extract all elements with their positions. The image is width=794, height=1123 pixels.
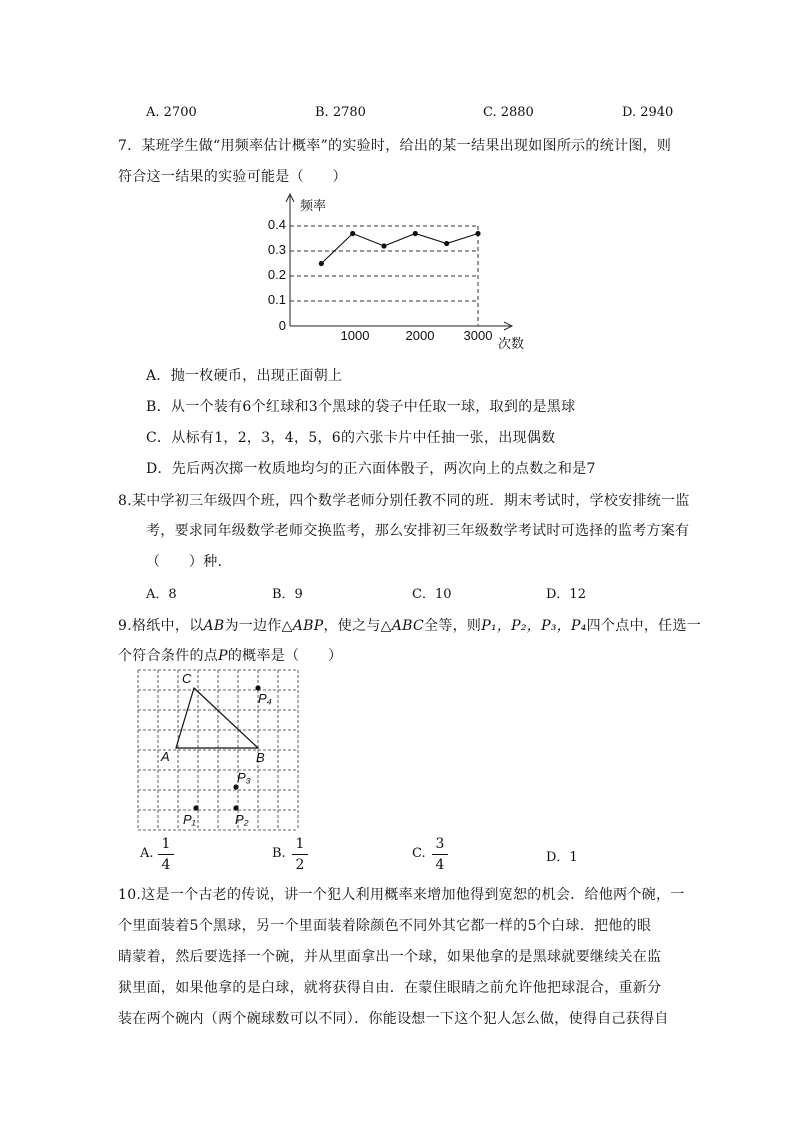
q6-option-a: A. 2700 <box>146 105 197 120</box>
point-p4 <box>255 685 260 690</box>
q9-option-c-label: C. <box>412 846 426 861</box>
q10-stem-line2: 个里面装着5个黑球，另一个里面装着除颜色不同外其它都一样的5个白球．把他的眼 <box>118 918 652 934</box>
y-tick-label: 0.4 <box>267 217 286 232</box>
q7-option-b: B．从一个装有6个红球和3个黑球的袋子中任取一球，取到的是黑球 <box>146 399 576 415</box>
series-line <box>321 234 478 264</box>
x-axis-label: 次数 <box>498 336 525 351</box>
q8-stem-line1: 8.某中学初三年级四个班，四个数学老师分别任教不同的班．期末考试时，学校安排统一监 <box>118 493 690 509</box>
q9-option-a-label: A. <box>140 846 154 861</box>
data-point <box>444 241 449 246</box>
point-p1 <box>193 805 198 810</box>
label-b: B <box>256 750 265 765</box>
x-tick-label: 3000 <box>463 328 493 343</box>
q7-option-c: C．从标有1，2，3，4，5，6的六张卡片中任抽一张，出现偶数 <box>146 430 556 446</box>
y-axis-label: 频率 <box>300 198 327 213</box>
q6-option-b: B. 2780 <box>315 105 366 120</box>
y-tick-label: 0.1 <box>267 292 286 307</box>
data-point <box>381 243 386 248</box>
q8-stem-line2: 考，要求同年级数学老师交换监考，那么安排初三年级数学考试时可选择的监考方案有 <box>146 523 690 539</box>
q7-stem-line2: 符合这一结果的实验可能是（ ） <box>118 169 347 185</box>
data-point <box>350 231 355 236</box>
frequency-chart <box>260 192 540 354</box>
point-p3 <box>233 784 238 789</box>
q7-option-d: D．先后两次掷一枚质地均匀的正六面体骰子，两次向上的点数之和是7 <box>146 461 596 477</box>
q8-option-a: A．8 <box>146 587 177 602</box>
q7-option-a: A．抛一枚硬币，出现正面朝上 <box>146 368 343 384</box>
x-tick-label: 2000 <box>405 328 435 343</box>
q9-option-b-label: B. <box>272 846 286 861</box>
q8-option-d: D．12 <box>546 587 586 602</box>
q8-option-c: C．10 <box>412 587 452 602</box>
q10-stem-line4: 狱里面，如果他拿的是白球，就将获得自由．在蒙住眼睛之前允许他把球混合，重新分 <box>118 980 662 996</box>
q9-stem-line2: 个符合条件的点P的概率是（ ） <box>118 648 343 664</box>
x-tick-label: 1000 <box>340 328 370 343</box>
data-point <box>319 261 324 266</box>
q8-stem-line3: （ ）种． <box>146 554 232 570</box>
origin-label: 0 <box>278 318 286 333</box>
q10-stem-line5: 装在两个碗内（两个碗球数可以不同）．你能设想一下这个犯人怎么做，使得自己获得自 <box>118 1011 669 1027</box>
label-a: A <box>161 749 170 764</box>
label-p3: P₃ <box>237 770 251 785</box>
q10-stem-line1: 10.这是一个古老的传说，讲一个犯人利用概率来增加他得到宽恕的机会．给他两个碗，一 <box>118 887 685 903</box>
label-c: C <box>182 671 192 686</box>
triangle-abc <box>176 688 258 748</box>
q10-stem-line3: 睛蒙着，然后要选择一个碗，并从里面拿出一个球，如果他拿的是黑球就要继续关在监 <box>118 949 662 965</box>
grid-figure <box>136 668 300 832</box>
y-tick-label: 0.2 <box>267 267 286 282</box>
q6-option-c: C. 2880 <box>483 105 534 120</box>
q9-option-b-fraction: 1 2 <box>290 835 310 874</box>
label-p4: P₄ <box>258 691 272 706</box>
y-tick-label: 0.3 <box>267 242 286 257</box>
q8-option-b: B．9 <box>272 587 303 602</box>
label-p1: P₁ <box>183 812 196 827</box>
q6-option-d: D. 2940 <box>622 105 674 120</box>
data-point <box>413 231 418 236</box>
q9-stem-line1: 9.格纸中，以AB为一边作△ABP，使之与△ABC全等，则P₁，P₂，P₃，P₄四个点中，任选一 <box>118 618 702 634</box>
point-p2 <box>233 805 238 810</box>
q9-option-a-fraction: 1 4 <box>156 835 176 874</box>
q7-stem-line1: 7．某班学生做“用频率估计概率”的实验时，给出的某一结果出现如图所示的统计图，则 <box>118 138 672 154</box>
q9-option-d: D．1 <box>546 850 578 865</box>
q9-option-c-fraction: 3 4 <box>430 835 450 874</box>
data-point <box>475 231 480 236</box>
label-p2: P₂ <box>235 812 249 827</box>
